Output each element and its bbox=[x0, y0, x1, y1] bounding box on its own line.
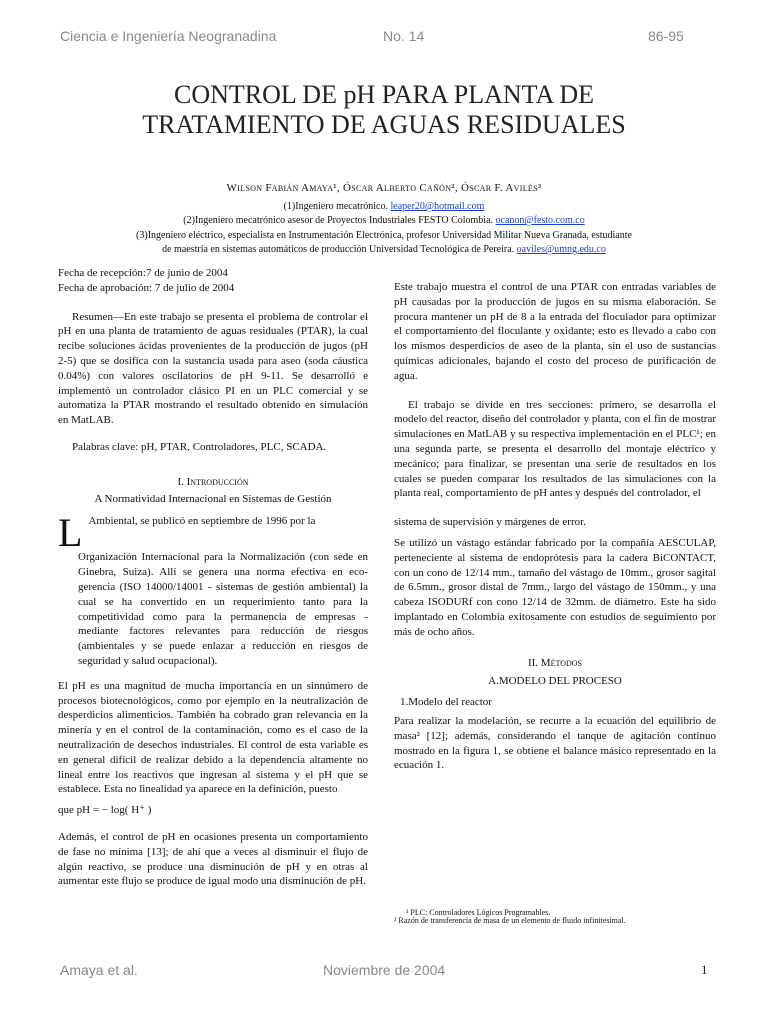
intro-paragraph-1: Organización Internacional para la Normalización (con sede en Ginebra, Suiza). Allí se genera una norma efectiva en eco-gerencia (ISO 14000/14001 - sistemas de gestión ambiental) la cual se ha convertido en un requerimiento tanto para la competitividad como para la permanencia de empresas - mediante factores relevantes para reducción de riesgos (ambientales y se puede enlazar a reducción en riesgos de seguridad y salud ocupacional). bbox=[78, 551, 368, 667]
affiliation-1-email-link[interactable]: leaper20@hotmail.com bbox=[390, 201, 485, 212]
affiliation-1 bbox=[0, 200, 768, 214]
author-list: Wilson Fabián Amaya¹, Óscar Alberto Cañón², Óscar F. Avilés³ bbox=[226, 182, 542, 194]
drop-cap: L bbox=[58, 510, 83, 556]
issue-number: No. 14 bbox=[383, 28, 425, 44]
ph-formula: que pH = − log( H⁺ ) bbox=[58, 804, 152, 817]
page-range: 86-95 bbox=[648, 28, 684, 44]
right-column bbox=[394, 280, 716, 773]
paper-title bbox=[0, 80, 768, 140]
left-column bbox=[58, 266, 368, 889]
footnote-1: ¹ PLC: Controladores Lógicos Programables. bbox=[406, 908, 551, 917]
affiliation-2-text: (2)Ingeniero mecatrónico asesor de Proyectos Industriales FESTO Colombia. bbox=[183, 215, 494, 226]
right-paragraph-3: Se utilizó un vástago estándar fabricado por la compañía AESCULAP, perteneciente al sistema de endoprótesis para la cadera BiCONTACT, con un cono de 12/14 mm., tamaño del vástago de 10mm., grosor sagital de 6.5mm., grosor distal de 7mm., largo del vástago de 150mm., y una cabeza ISODURf con cono 12/14 de 32mm. de diámetro. Este ha sido implantado en Colombia exitosamente con estudios de seguimiento por más de ocho años. bbox=[394, 536, 716, 638]
subsection-heading-model: A.MODELO DEL PROCESO bbox=[488, 675, 622, 688]
section-heading-methods: II. Métodos bbox=[527, 656, 583, 669]
footer-author: Amaya et al. bbox=[60, 962, 138, 978]
abstract: Resumen—En este trabajo se presenta el problema de controlar el pH en una planta de tratamiento de aguas residuales (PTAR), la cual recibe soluciones ácidas provenientes de la producción de jugos (pH 2-5) que se dosifica con la sustancia usada para aseo (soda cáustica 0.04%) con valores oscilatorios de pH 9-11. Se desarrolló e implementó un controlador clásico PI en un PLC comercial y se automatiza la PTAR mostrando el resultado obtenido en simulación en MatLAB. bbox=[58, 310, 368, 427]
keywords: Palabras clave: pH, PTAR, Controladores, PLC, SCADA. bbox=[72, 440, 327, 453]
affiliation-3-text: de maestría en sistemas automáticos de producción Universidad Tecnológica de Pereira. bbox=[162, 244, 515, 255]
page-number: 1 bbox=[701, 962, 708, 977]
affiliation-3-email-link[interactable]: oaviles@umng.edu.co bbox=[516, 244, 606, 255]
received-date: Fecha de recepción:7 de junio de 2004 bbox=[58, 267, 228, 279]
footnote-2: ² Razón de transferencia de masa de un elemento de fluido infinitesimal. bbox=[394, 916, 626, 925]
section-heading-introduction: I. Introducción bbox=[177, 475, 249, 488]
approved-date: Fecha de aprobación: 7 de julio de 2004 bbox=[58, 281, 235, 294]
journal-name: Ciencia e Ingeniería Neogranadina bbox=[60, 28, 277, 44]
intro-paragraph-3: Además, el control de pH en ocasiones presenta un comportamiento de fase no mínima [13]; de ahí que a veces al disminuir el flujo de algún reactivo, se produce una disminución de pH y en otras al aumentar este flujo se produce de igual modo una disminución de pH. bbox=[58, 830, 368, 888]
affiliation-3-line-1: (3)Ingeniero eléctrico, especialista en Instrumentación Electrónica, profesor Universidad Militar Nueva Granada, estudiante bbox=[136, 230, 632, 241]
right-paragraph-4: Para realizar la modelación, se recurre a la ecuación del equilibrio de masa² [12]; además, considerando el tanque de agitación continuo mostrado en la figura 1, se obtiene el balance másico representado en la ecuación 1. bbox=[394, 714, 716, 772]
intro-paragraph-2: El pH es una magnitud de mucha importancia en un sinnúmero de procesos biotecnológicos, como por ejemplo en la neutralización de desperdicios alimenticios. También ha cobrado gran relevancia en la minería y en el control de la contaminación, como es el caso de la neutralización de desechos industriales. El control de esta variable es en general difícil de realizar debido a la dependencia altamente no lineal entre los reactivos que ingresan al sistema y el pH que se establece. Esta no linealidad ya aparece en la definición, puesto bbox=[58, 679, 368, 796]
affiliation-2 bbox=[0, 214, 768, 228]
title-line-1: CONTROL DE pH PARA PLANTA DE bbox=[174, 80, 594, 109]
subsubsection-heading-reactor: 1.Modelo del reactor bbox=[400, 696, 492, 709]
affiliation-3-line-2 bbox=[0, 243, 768, 257]
right-paragraph-2-end: sistema de supervisión y márgenes de error. bbox=[394, 516, 586, 529]
right-paragraph-1: Este trabajo muestra el control de una PTAR con entradas variables de pH causadas por la producción de jugos en su misma elaboración. Se procura mantener un pH de 8 a la entrada del floculador para optimizar el comportamiento del floculante y oxidante; esto es llevado a cabo con los mismos desperdicios de aseo de la planta, sin el uso de sustancias químicas adicionales, bajando el costo del proceso de purificación de agua. bbox=[394, 281, 716, 382]
affiliation-2-email-link[interactable]: ocanon@festo.com.co bbox=[495, 215, 585, 226]
footer-date: Noviembre de 2004 bbox=[323, 962, 446, 978]
intro-paragraph-1-start: Ambiental, se publicó en septiembre de 1996 por la bbox=[88, 515, 316, 528]
right-paragraph-2: El trabajo se divide en tres secciones: primero, se desarrolla el modelo del reactor, diseño del controlador y planta, con el fin de mostrar simulaciones en MatLAB y su respectiva implementación en el PLC¹; en una segunda parte, se presenta el desarrollo del montaje eléctrico y mecánico; para finalizar, se presentan una serie de resultados en los cuales se pueden comparar los resultados de las simulaciones con la planta real, comportamiento de pH antes y después del controlador, el bbox=[394, 398, 716, 500]
affiliation-1-text: (1)Ingeniero mecatrónico. bbox=[283, 201, 388, 212]
subsection-heading-normatividad: A Normatividad Internacional en Sistemas de Gestión bbox=[94, 492, 332, 505]
title-line-2: TRATAMIENTO DE AGUAS RESIDUALES bbox=[142, 110, 626, 139]
